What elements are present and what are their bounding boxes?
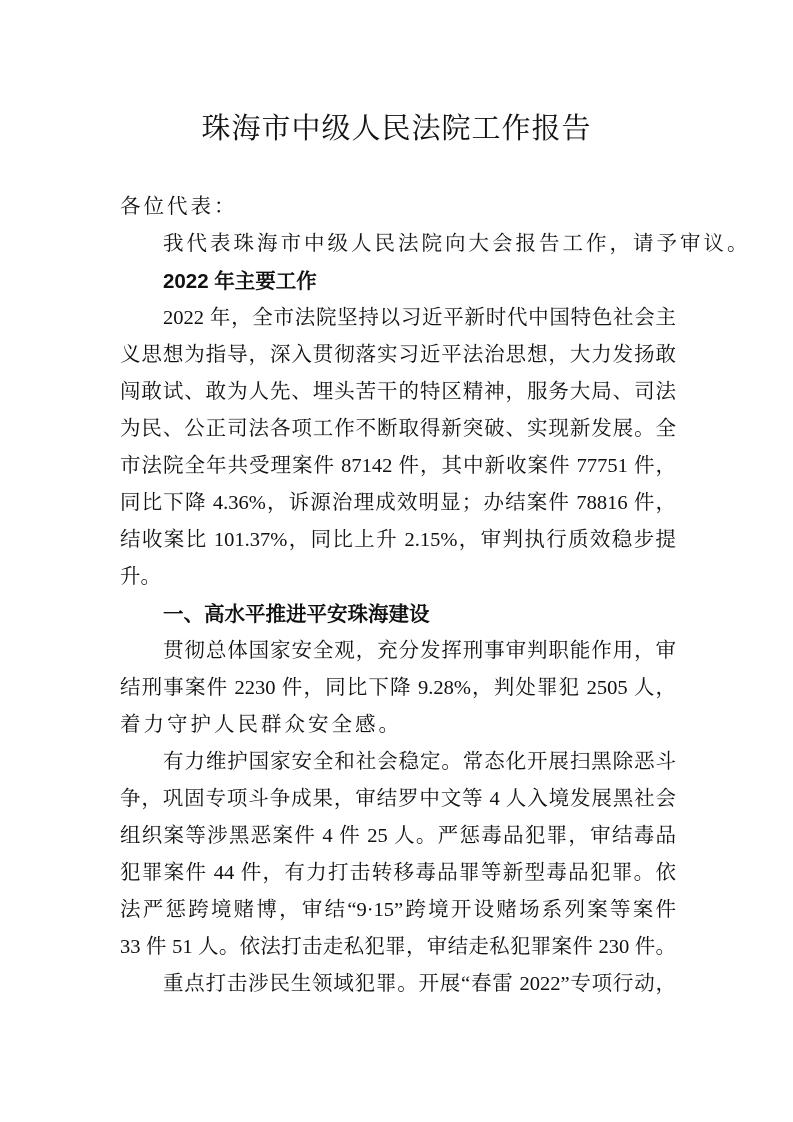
paragraph-summary: [120, 300, 676, 596]
text-line: 重点打击涉民生领域犯罪。开展“春雷 2022”专项行动，: [163, 973, 676, 995]
text-line: 有力维护国家安全和社会稳定。常态化开展扫黑除恶斗: [163, 751, 676, 773]
text-line: 升。: [120, 566, 161, 588]
text-line: 犯罪案件 44 件，有力打击转移毒品罪等新型毒品犯罪。依: [120, 862, 676, 884]
document-body: [120, 189, 751, 1003]
text-line: 法严惩跨境赌博，审结“9·15”跨境开设赌场系列案等案件: [120, 899, 676, 921]
text-line: 同比下降 4.36%，诉源治理成效明显；办结案件 78816 件，: [120, 492, 676, 514]
text-line: 市法院全年共受理案件 87142 件，其中新收案件 77751 件，: [120, 455, 676, 477]
text-line: 闯敢试、敢为人先、埋头苦干的特区精神，服务大局、司法: [120, 381, 676, 403]
text-line: 结刑事案件 2230 件，同比下降 9.28%，判处罪犯 2505 人，: [120, 677, 676, 699]
salutation: 各位代表：: [120, 196, 238, 218]
text-line: 结收案比 101.37%，同比上升 2.15%，审判执行质效稳步提: [120, 529, 676, 551]
text-line: 争，巩固专项斗争成果，审结罗中文等 4 人入境发展黑社会: [120, 788, 676, 810]
text-line: 组织案等涉黑恶案件 4 件 25 人。严惩毒品犯罪，审结毒品: [120, 825, 676, 847]
paragraph-criminal: [120, 633, 676, 744]
section-heading-1: 一、高水平推进平安珠海建设: [163, 603, 430, 626]
document-title: 珠海市中级人民法院工作报告: [201, 113, 592, 145]
text-line: 贯彻总体国家安全观，充分发挥刑事审判职能作用，审: [163, 640, 676, 662]
paragraph-security: [120, 744, 676, 966]
text-line: 为民、公正司法各项工作不断取得新突破、实现新发展。全: [120, 418, 676, 440]
paragraph-livelihood: [120, 966, 676, 1003]
text-line: 2022 年，全市法院坚持以习近平新时代中国特色社会主: [163, 307, 676, 329]
section-heading-2022: 2022 年主要工作: [163, 270, 317, 293]
intro-line: 我代表珠海市中级人民法院向大会报告工作，请予审议。: [163, 233, 751, 255]
text-line: 着力守护人民群众安全感。: [120, 714, 402, 736]
text-line: 义思想为指导，深入贯彻落实习近平法治思想，大力发扬敢: [120, 344, 676, 366]
text-line: 33 件 51 人。依法打击走私犯罪，审结走私犯罪案件 230 件。: [120, 936, 676, 958]
